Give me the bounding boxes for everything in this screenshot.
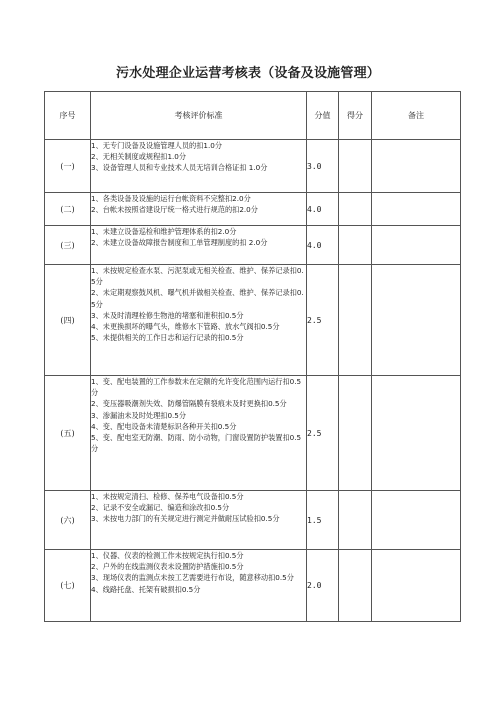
header-criteria: 考核评价标准 (91, 92, 307, 140)
table-row (45, 140, 461, 193)
criterion-line: 1、未建立设备巡检和维护管理体系的扣2.0分 (91, 227, 237, 236)
row-criteria (91, 550, 307, 622)
table-row (45, 550, 461, 622)
row-remark-cell (372, 226, 461, 265)
criterion-line: 1、未按规定清扫、检修、保养电气设备扣0.5分 (91, 492, 244, 501)
row-score: 2.5 (307, 376, 339, 491)
criterion-line: 4、变、配电设备未清楚标识各种开关扣0.5分 (91, 421, 237, 431)
row-remark-cell (372, 550, 461, 622)
criterion-line: 3、未按电力部门的有关规定进行测定并做耐压试验扣0.5分 (91, 514, 280, 524)
criterion-line: 1、未按规定检查水泵、污泥泵或无相关检查、维护、保养记录扣0.5分 (91, 266, 304, 287)
criterion-line: 2、无相关制度或规程扣1.0分 (91, 152, 187, 162)
table-row (45, 193, 461, 226)
row-score: 2.5 (307, 265, 339, 376)
row-seq: (七) (45, 550, 91, 622)
table-row (45, 265, 461, 376)
table-row (45, 226, 461, 265)
row-criteria (91, 265, 307, 376)
criterion-line: 3、现场仪表的监测点未按工艺需要进行布设，随意移动扣0.5分 (91, 573, 294, 583)
row-seq: (一) (45, 140, 91, 193)
row-score: 4.0 (307, 226, 339, 265)
row-criteria (91, 193, 307, 226)
row-got-cell (339, 193, 372, 226)
row-score: 4.0 (307, 193, 339, 226)
table-row (45, 376, 461, 491)
row-got-cell (339, 491, 372, 550)
row-seq: (三) (45, 226, 91, 265)
row-got-cell (339, 376, 372, 491)
row-seq: (五) (45, 376, 91, 491)
page-title: 污水处理企业运营考核表（设备及设施管理） (115, 66, 380, 81)
row-seq: (二) (45, 193, 91, 226)
row-got-cell (339, 550, 372, 622)
criterion-line: 2、未定期观察鼓风机、曝气机并做相关检查、维护、保养记录扣0.5分 (91, 288, 304, 309)
row-score: 3.0 (307, 140, 339, 193)
row-got-cell (339, 226, 372, 265)
criterion-line: 1、仪器、仪表的检测工作未按规定执行扣0.5分 (91, 551, 244, 560)
row-criteria (91, 226, 307, 265)
criterion-line: 1、变、配电装置的工作参数未在定额的允许变化范围内运行扣0.5分 (91, 377, 302, 398)
criterion-line: 1、无专门设备及设施管理人员的扣1.0分 (91, 141, 223, 150)
header-seq: 序号 (45, 92, 91, 140)
row-remark-cell (372, 193, 461, 226)
row-seq: (四) (45, 265, 91, 376)
table-row (45, 491, 461, 550)
row-remark-cell (372, 376, 461, 491)
row-criteria (91, 140, 307, 193)
row-remark-cell (372, 491, 461, 550)
criterion-line: 5、未提供相关的工作日志和运行记录的扣0.5分 (91, 333, 244, 343)
row-seq: (六) (45, 491, 91, 550)
row-score: 1.5 (307, 491, 339, 550)
row-remark-cell (372, 265, 461, 376)
row-got-cell (339, 265, 372, 376)
header-remark: 备注 (372, 92, 461, 140)
table-header-row (45, 92, 461, 140)
criterion-line: 2、变压器吸潮剂失效、防爆管隔膜有裂痕未及时更换扣0.5分 (91, 399, 287, 409)
row-criteria (91, 491, 307, 550)
criterion-line: 2、未建立设备故障报告制度和工单管理制度的扣 2.0分 (91, 238, 268, 248)
row-criteria (91, 376, 307, 491)
assessment-table (44, 91, 461, 622)
criterion-line: 2、记录不安全或漏记、编造和涂改扣0.5分 (91, 503, 230, 513)
header-score: 分值 (307, 92, 339, 140)
criterion-line: 3、未及时清理栓修生物池的堵塞和泄积扣0.5分 (91, 310, 244, 320)
criterion-line: 4、未更换损坏的曝气头，维修水下管路、放水气阀扣0.5分 (91, 322, 280, 332)
criterion-line: 3、设备管理人员和专业技术人员无培训合格证扣 1.0分 (91, 163, 268, 173)
row-got-cell (339, 140, 372, 193)
header-got: 得分 (339, 92, 372, 140)
criterion-line: 2、户外的在线监测仪表未设置防护措施扣0.5分 (91, 562, 244, 572)
criterion-line: 5、变、配电室无防潮、防雨、防小动物，门窗设置防护装置扣0.5分 (91, 433, 302, 454)
criterion-line: 4、线路托盘、托架有破损扣0.5分 (91, 584, 201, 594)
row-remark-cell (372, 140, 461, 193)
row-score: 2.0 (307, 550, 339, 622)
criterion-line: 1、各类设备及设施的运行台帐资料不完整扣2.0分 (91, 194, 251, 203)
criterion-line: 3、渗漏油未及时处理扣0.5分 (91, 410, 187, 420)
criterion-line: 2、台帐未按照省建设厅统一格式进行规范的扣2.0分 (91, 205, 258, 215)
